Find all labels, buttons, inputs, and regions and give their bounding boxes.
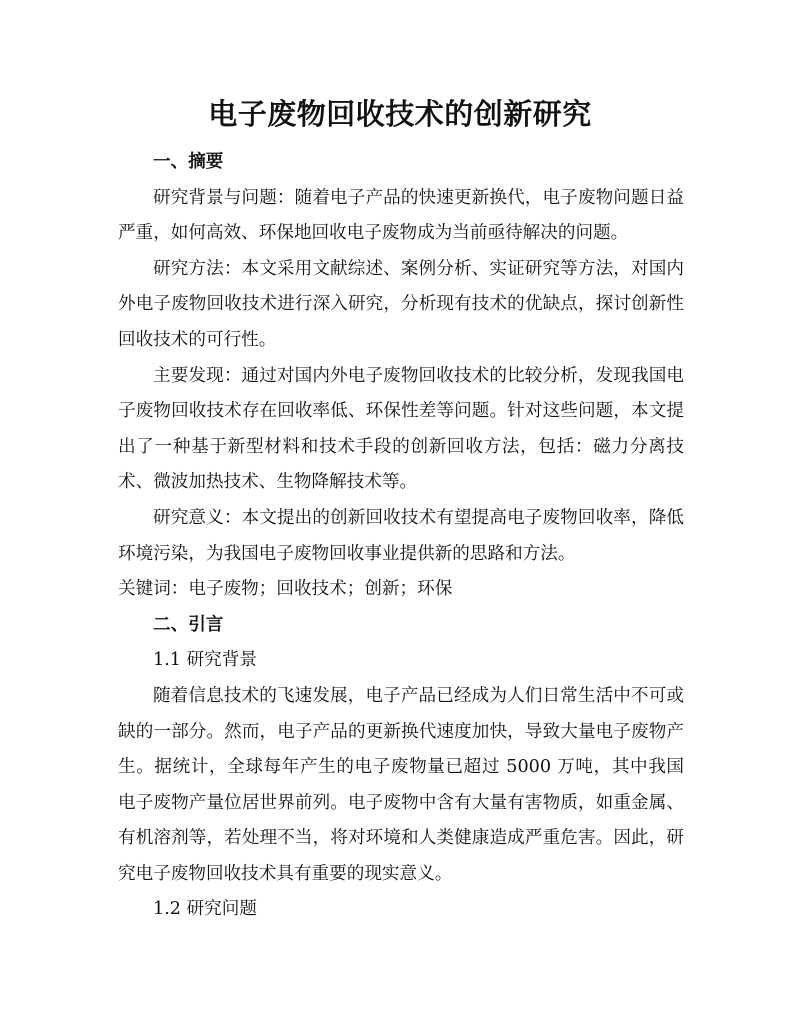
abstract-significance-paragraph: 研究意义：本文提出的创新回收技术有望提高电子废物回收率，降低环境污染，为我国电子废物回收事业提供新的思路和方法。 <box>118 507 684 564</box>
abstract-methods-paragraph: 研究方法：本文采用文献综述、案例分析、实证研究等方法，对国内外电子废物回收技术进行深入研究，分析现有技术的优缺点，探讨创新性回收技术的可行性。 <box>118 258 684 350</box>
abstract-heading: 一、摘要 <box>153 152 224 172</box>
abstract-background-paragraph: 研究背景与问题：随着电子产品的快速更新换代，电子废物问题日益严重，如何高效、环保地回收电子废物成为当前亟待解决的问题。 <box>118 187 684 244</box>
keywords-line: 关键词：电子废物；回收技术；创新；环保 <box>118 579 453 600</box>
research-background-paragraph: 随着信息技术的飞速发展，电子产品已经成为人们日常生活中不可或缺的一部分。然而，电子产品的更新换代速度加快，导致大量电子废物产生。据统计，全球每年产生的电子废物量已超过 5000 万吨，其中我国电子废物产量位居世界前列。电子废物中含有大量有害物质，如重金属、有机溶剂等，若处理不当，将对环境和人类健康造成严重危害。因此，研究电子废物回收技术具有重要的现实意义。 <box>118 685 684 884</box>
document-title: 电子废物回收技术的创新研究 <box>208 97 592 131</box>
subsection-research-background-title: 1.1 研究背景 <box>153 650 257 671</box>
abstract-findings-paragraph: 主要发现：通过对国内外电子废物回收技术的比较分析，发现我国电子废物回收技术存在回收率低、环保性差等问题。针对这些问题，本文提出了一种基于新型材料和技术手段的创新回收方法，包括：磁力分离技术、微波加热技术、生物降解技术等。 <box>118 365 684 493</box>
introduction-heading: 二、引言 <box>153 614 224 635</box>
document-body <box>118 145 684 928</box>
subsection-research-question-title: 1.2 研究问题 <box>153 899 257 920</box>
